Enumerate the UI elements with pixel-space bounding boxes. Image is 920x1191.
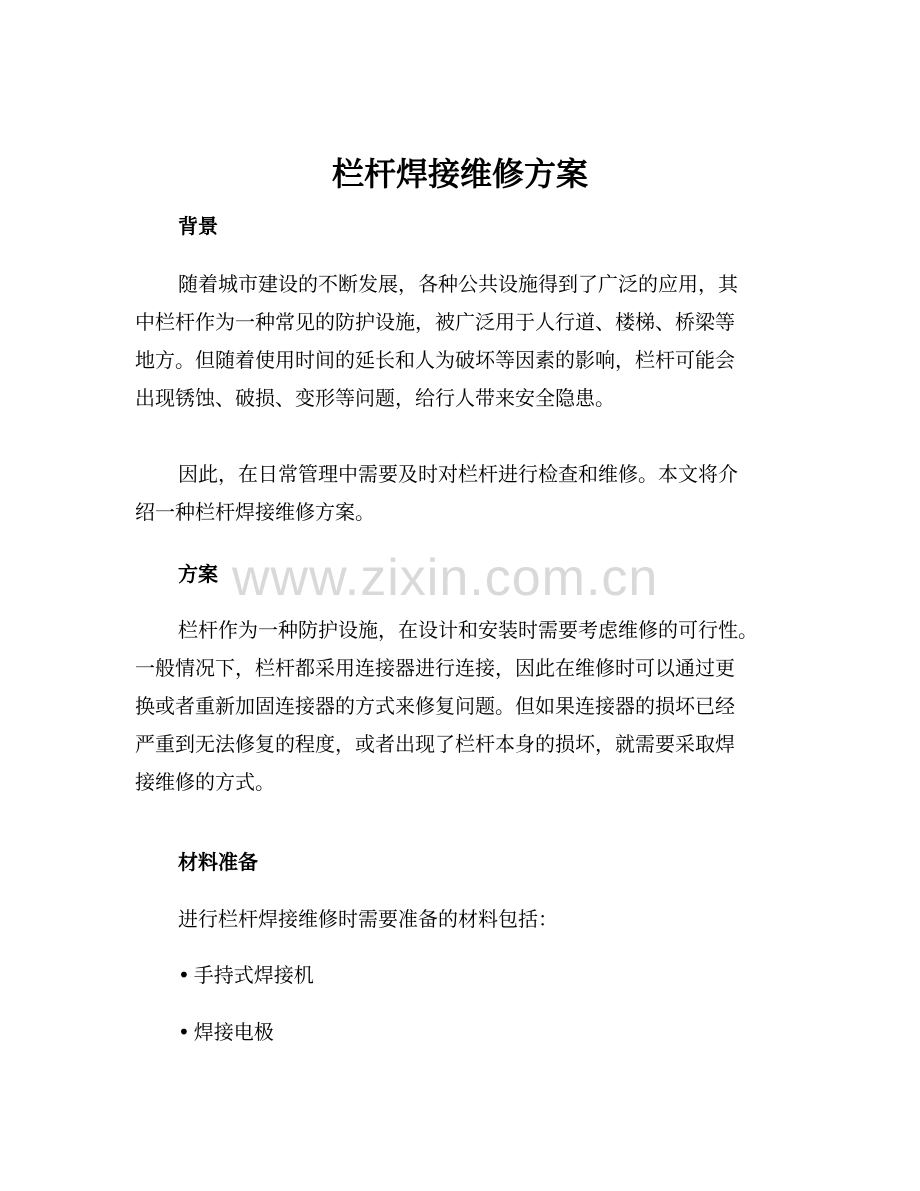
watermark: www.zixin.com.cn xyxy=(232,549,659,607)
paragraph-line: 绍一种栏杆焊接维修方案。 xyxy=(135,500,375,524)
bullet-icon: • xyxy=(178,963,190,987)
paragraph-line: 随着城市建设的不断发展，各种公共设施得到了广泛的应用，其 xyxy=(178,272,738,296)
paragraph-line: 严重到无法修复的程度，或者出现了栏杆本身的损坏，就需要采取焊 xyxy=(135,732,735,756)
paragraph-line: 换或者重新加固连接器的方式来修复问题。但如果连接器的损坏已经 xyxy=(135,694,735,718)
list-item-text: 手持式焊接机 xyxy=(193,963,314,987)
paragraph-line: 因此，在日常管理中需要及时对栏杆进行检查和维修。本文将介 xyxy=(178,462,738,486)
section-heading-materials: 材料准备 xyxy=(178,850,258,874)
document-title: 栏杆焊接维修方案 xyxy=(331,155,588,193)
materials-intro: 进行栏杆焊接维修时需要准备的材料包括： xyxy=(178,907,558,931)
plan-paragraph-1 xyxy=(135,611,795,801)
paragraph-line: 一般情况下，栏杆都采用连接器进行连接，因此在维修时可以通过更 xyxy=(135,656,735,680)
list-item-text: 焊接电极 xyxy=(193,1020,274,1044)
paragraph-line: 栏杆作为一种防护设施，在设计和安装时需要考虑维修的可行性。 xyxy=(178,618,758,642)
paragraph-line: 地方。但随着使用时间的延长和人为破坏等因素的影响，栏杆可能会 xyxy=(135,348,735,372)
paragraph-line: 接维修的方式。 xyxy=(135,770,275,794)
bullet-icon: • xyxy=(178,1020,190,1044)
materials-list-item xyxy=(178,1018,274,1046)
paragraph-line: 出现锈蚀、破损、变形等问题，给行人带来安全隐患。 xyxy=(135,386,615,410)
paragraph-line: 中栏杆作为一种常见的防护设施，被广泛用于人行道、楼梯、桥梁等 xyxy=(135,310,735,334)
section-heading-background: 背景 xyxy=(178,214,218,238)
background-paragraph-2 xyxy=(135,455,795,531)
section-heading-plan: 方案 xyxy=(178,562,218,586)
background-paragraph-1 xyxy=(135,265,795,417)
materials-list-item xyxy=(178,961,314,989)
